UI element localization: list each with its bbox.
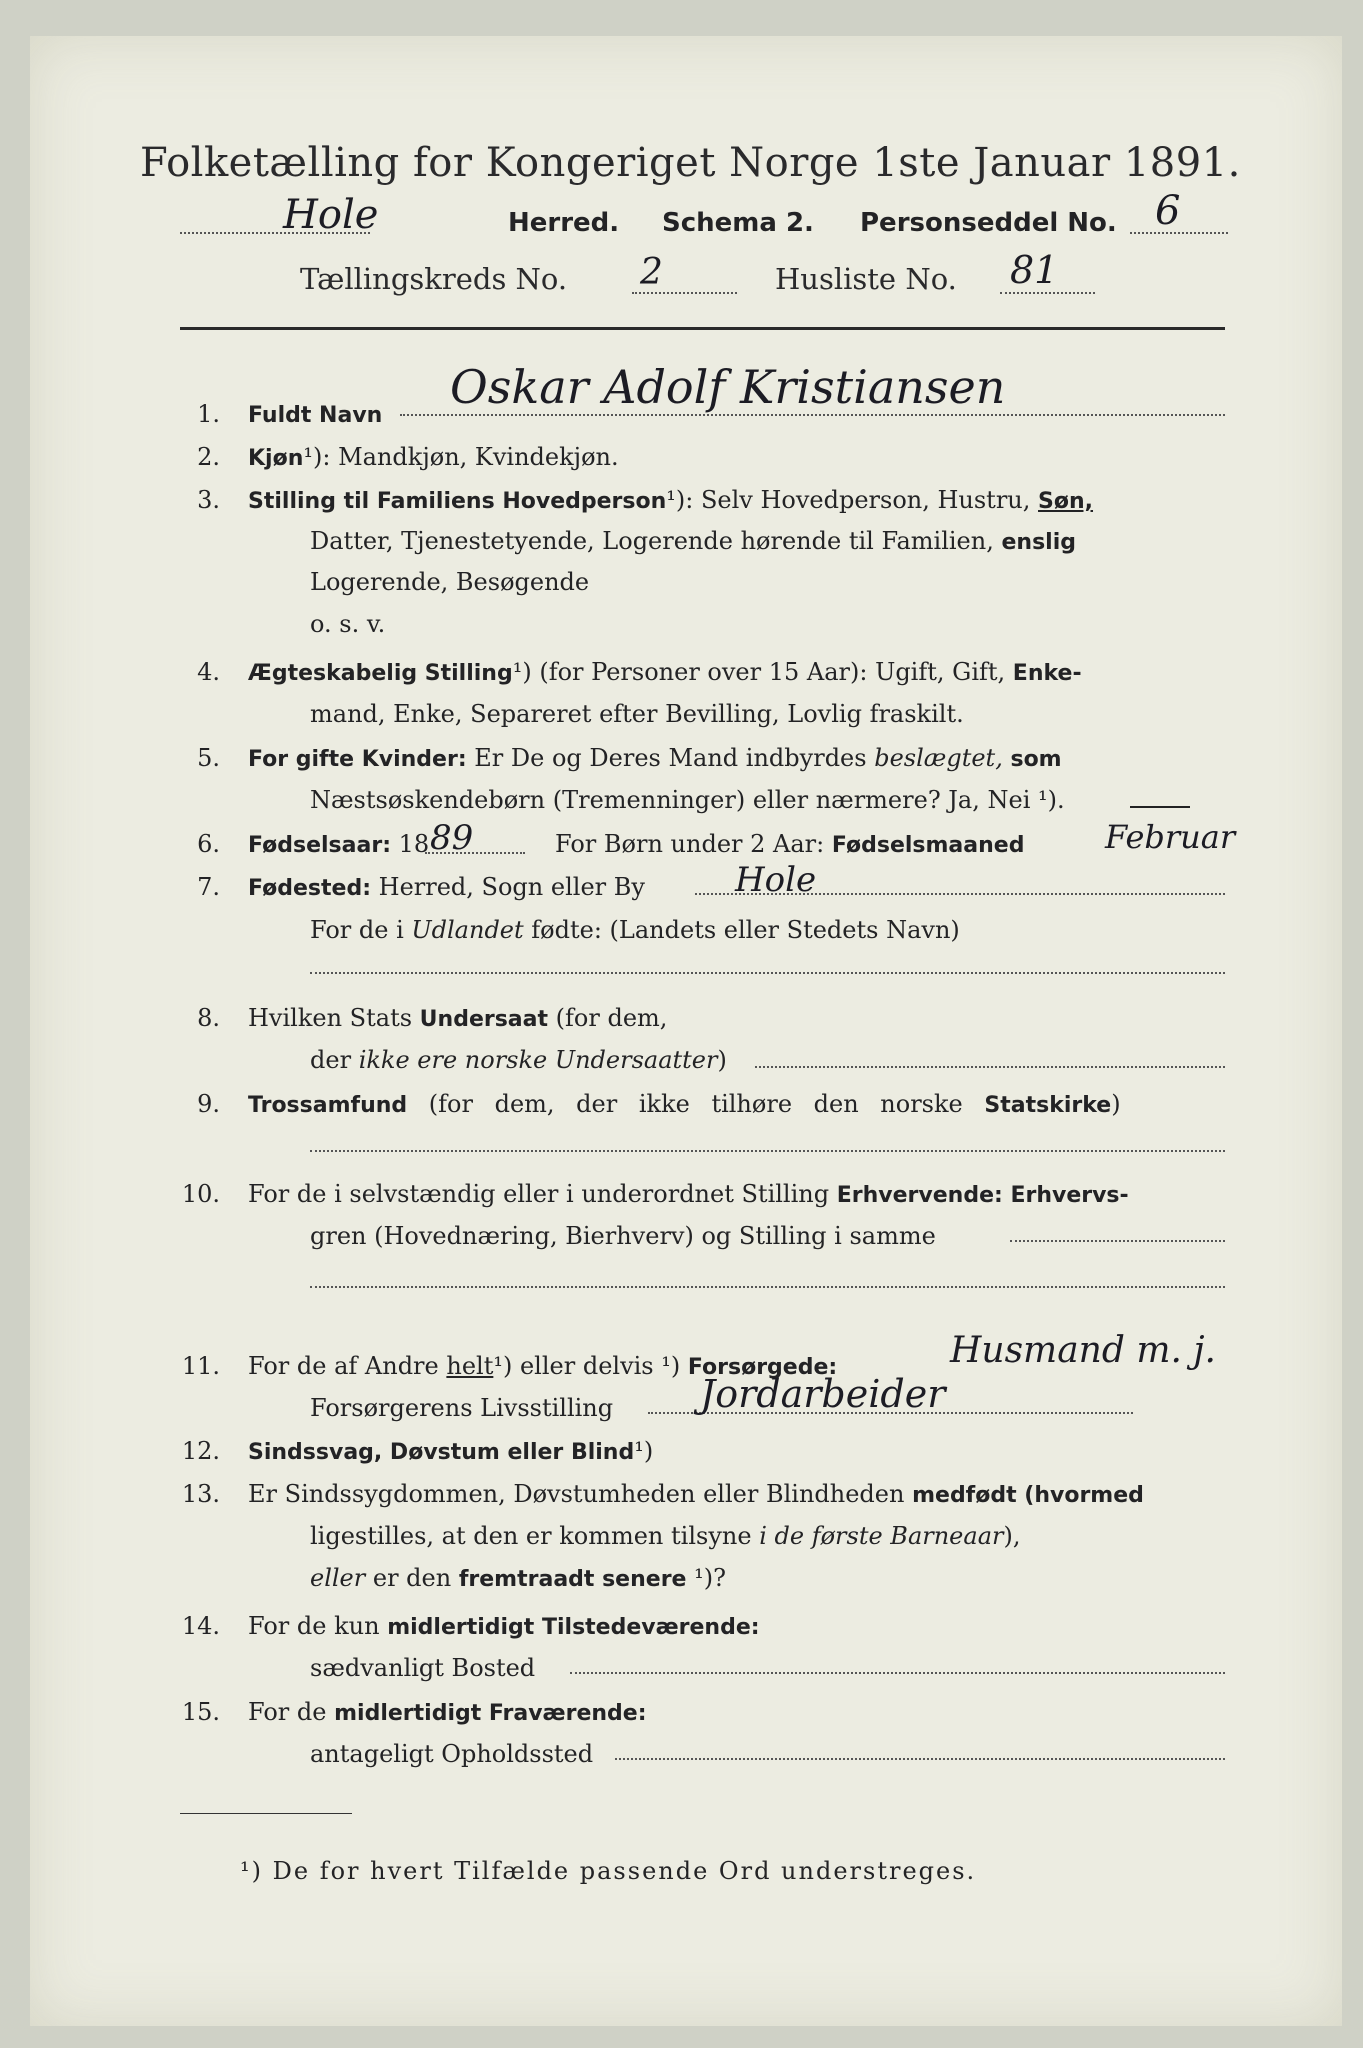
item-13-line2 bbox=[310, 1522, 1020, 1550]
item-10-erhvervs: Erhvervs- bbox=[1010, 1183, 1129, 1208]
item-8-der: der bbox=[310, 1046, 352, 1074]
item-1-text bbox=[248, 400, 382, 428]
item-3-line3: Logerende, Besøgende bbox=[310, 568, 590, 596]
item-3-selected-son: Søn, bbox=[1038, 489, 1094, 514]
item-9-line1 bbox=[248, 1090, 1121, 1118]
item-1-line bbox=[400, 414, 1225, 416]
footnote: ¹) De for hvert Tilfælde passende Ord understreges. bbox=[240, 1857, 977, 1885]
item-5-number: 5. bbox=[197, 744, 220, 772]
item-12-label: Sindssvag, Døvstum eller Blind bbox=[248, 1440, 635, 1465]
birth-year-value: 89 bbox=[430, 818, 474, 858]
item-13-text: Er Sindssygdommen, Døvstumheden eller Blindheden bbox=[248, 1480, 905, 1508]
item-10-line2-dots bbox=[310, 1286, 1225, 1288]
item-4-number: 4. bbox=[197, 658, 220, 686]
item-3-label: Stilling til Familiens Hovedperson bbox=[248, 489, 667, 514]
item-5-label: For gifte Kvinder: bbox=[248, 747, 467, 772]
item-3-enslig: enslig bbox=[1001, 530, 1077, 555]
item-13-line1 bbox=[248, 1480, 1144, 1508]
item-2-options: ¹): Mandkjøn, Kvindekjøn. bbox=[303, 443, 619, 471]
item-11-text2: ¹) eller delvis ¹) bbox=[493, 1352, 681, 1380]
item-13-line2a: ligestilles, at den er kommen tilsyne bbox=[310, 1522, 752, 1550]
herred-handwritten: Hole bbox=[283, 192, 379, 238]
item-7-number: 7. bbox=[197, 873, 220, 901]
item-11-line2: Forsørgerens Livsstilling bbox=[310, 1394, 614, 1422]
item-3-options-2: Datter, Tjenestetyende, Logerende hørende til Familien, bbox=[310, 527, 994, 555]
item-8-text2: (for dem, bbox=[555, 1004, 668, 1032]
item-7-label: Fødested: bbox=[248, 876, 371, 901]
item-14-line2: sædvanligt Bosted bbox=[310, 1654, 536, 1682]
item-6-number: 6. bbox=[197, 830, 220, 858]
item-15-line bbox=[615, 1758, 1225, 1760]
item-15-number: 15. bbox=[181, 1698, 220, 1726]
item-12-footnote-ref: ¹) bbox=[634, 1437, 654, 1465]
item-5-answer-line bbox=[1130, 806, 1190, 808]
item-13-barneaar: i de første Barneaar bbox=[759, 1522, 1004, 1550]
item-9-close: ) bbox=[1111, 1090, 1121, 1118]
item-8-line1 bbox=[248, 1004, 667, 1032]
schema-label: Schema 2. bbox=[662, 208, 814, 238]
item-7-line1 bbox=[248, 873, 645, 901]
item-13-hvormed: (hvormed bbox=[1024, 1483, 1144, 1508]
husliste-value: 81 bbox=[1010, 248, 1059, 292]
item-14-line1 bbox=[248, 1612, 760, 1640]
taellingskreds-value: 2 bbox=[640, 252, 663, 293]
item-11-number: 11. bbox=[181, 1352, 220, 1380]
full-name-value: Oskar Adolf Kristiansen bbox=[450, 360, 1006, 414]
item-13-senere: fremtraadt senere bbox=[458, 1567, 687, 1592]
item-3-line2 bbox=[310, 527, 1076, 555]
item-13-medfodt: medfødt bbox=[912, 1483, 1017, 1508]
item-5-line1 bbox=[248, 744, 1062, 772]
item-3-number: 3. bbox=[197, 486, 220, 514]
item-3-line1 bbox=[248, 486, 1093, 514]
item-8-line2 bbox=[310, 1046, 727, 1074]
item-10-line2: gren (Hovednæring, Bierhverv) og Stilling i samme bbox=[310, 1222, 936, 1250]
item-6-line1 bbox=[248, 830, 429, 858]
item-15-text: For de bbox=[248, 1698, 327, 1726]
item-6-month-label: Fødselsmaaned bbox=[831, 833, 1025, 858]
item-10-label: Erhvervende: bbox=[836, 1183, 1003, 1208]
item-10-number: 10. bbox=[181, 1180, 220, 1208]
item-15-line2: antageligt Opholdssted bbox=[310, 1740, 594, 1768]
item-4-label: Ægteskabelig Stilling bbox=[248, 661, 513, 686]
form-title: Folketælling for Kongeriget Norge 1ste Januar 1891. bbox=[140, 140, 1241, 186]
item-9-statskirke: Statskirke bbox=[984, 1093, 1112, 1118]
item-14-line bbox=[570, 1672, 1225, 1674]
taellingskreds-label: Tællingskreds No. bbox=[300, 262, 568, 296]
birth-month-value: Februar bbox=[1105, 818, 1236, 856]
item-8-close: ) bbox=[717, 1046, 727, 1074]
item-13-line2b: ), bbox=[1003, 1522, 1021, 1550]
item-6-century: 18 bbox=[398, 830, 430, 858]
item-8-number: 8. bbox=[197, 1004, 220, 1032]
item-13-number: 13. bbox=[181, 1480, 220, 1508]
item-9-label: Trossamfund bbox=[248, 1093, 408, 1118]
item-12-number: 12. bbox=[181, 1437, 220, 1465]
item-11-label: Forsørgede: bbox=[687, 1355, 838, 1380]
item-4-line2: mand, Enke, Separeret efter Bevilling, Lovlig fraskilt. bbox=[310, 700, 964, 728]
personseddel-value: 6 bbox=[1155, 188, 1181, 234]
item-6-under-2: For Børn under 2 Aar: bbox=[555, 830, 825, 858]
item-7-line2 bbox=[310, 916, 960, 944]
item-2-text bbox=[248, 443, 619, 471]
item-14-number: 14. bbox=[181, 1612, 220, 1640]
item-13-line3 bbox=[310, 1564, 726, 1592]
item-7-udlandet: Udlandet bbox=[411, 916, 524, 944]
item-7-text: Herred, Sogn eller By bbox=[378, 873, 645, 901]
item-8-text: Hvilken Stats bbox=[248, 1004, 413, 1032]
item-5-som: som bbox=[1010, 747, 1062, 772]
footnote-divider bbox=[180, 1813, 352, 1814]
item-4-enke: Enke- bbox=[1012, 661, 1082, 686]
item-7-line2b: fødte: (Landets eller Stedets Navn) bbox=[531, 916, 960, 944]
item-2-number: 2. bbox=[197, 443, 220, 471]
item-12-line1 bbox=[248, 1437, 653, 1465]
item-3-options-1: ¹): Selv Hovedperson, Hustru, bbox=[666, 486, 1031, 514]
item-9-number: 9. bbox=[197, 1090, 220, 1118]
item-13-line3b: ¹)? bbox=[694, 1564, 726, 1592]
personseddel-label: Personseddel No. bbox=[860, 208, 1117, 238]
item-6-label: Fødselsaar: bbox=[248, 833, 391, 858]
item-1-number: 1. bbox=[197, 400, 220, 428]
item-10-line bbox=[1010, 1240, 1225, 1242]
item-15-line1 bbox=[248, 1698, 647, 1726]
provider-occupation-value: Jordarbeider bbox=[700, 1372, 946, 1416]
item-9-line bbox=[310, 1150, 1225, 1152]
item-10-text: For de i selvstændig eller i underordnet Stilling bbox=[248, 1180, 830, 1208]
item-14-label: midlertidigt Tilstedeværende: bbox=[387, 1615, 760, 1640]
husliste-dotted-line bbox=[1000, 292, 1095, 294]
item-3-line4: o. s. v. bbox=[310, 610, 386, 638]
birthplace-value: Hole bbox=[735, 860, 817, 900]
item-2-label: Kjøn bbox=[248, 446, 304, 471]
item-15-label: midlertidigt Fraværende: bbox=[334, 1701, 647, 1726]
item-6-line1b bbox=[555, 830, 1024, 858]
item-11-helt: helt bbox=[446, 1352, 494, 1380]
item-8-label: Undersaat bbox=[419, 1007, 549, 1032]
item-11-text: For de af Andre bbox=[248, 1352, 439, 1380]
birth-year-line bbox=[425, 852, 525, 854]
item-10-line1 bbox=[248, 1180, 1129, 1208]
item-14-text: For de kun bbox=[248, 1612, 380, 1640]
item-4-options-1: ¹) (for Personer over 15 Aar): Ugift, Gift, bbox=[512, 658, 1006, 686]
item-5-beslaegtet: beslægtet, bbox=[874, 744, 1003, 772]
item-13-line3a: er den bbox=[372, 1564, 452, 1592]
header-divider bbox=[180, 327, 1225, 330]
item-5-question: Er De og Deres Mand indbyrdes bbox=[474, 744, 867, 772]
item-13-eller: eller bbox=[310, 1564, 366, 1592]
item-1-label: Fuldt Navn bbox=[248, 403, 383, 428]
item-4-line1 bbox=[248, 658, 1082, 686]
item-8-italic: ikke ere norske Undersaatter bbox=[358, 1046, 718, 1074]
item-5-line2: Næstsøskendebørn (Tremenninger) eller nærmere? Ja, Nei ¹). bbox=[310, 786, 1065, 814]
item-8-line bbox=[755, 1066, 1225, 1068]
husliste-label: Husliste No. bbox=[775, 262, 957, 296]
provider-type-value: Husmand m. j. bbox=[950, 1330, 1216, 1371]
item-9-text: (for dem, der ikke tilhøre den norske bbox=[428, 1090, 963, 1118]
herred-label: Herred. bbox=[508, 208, 620, 238]
census-form-sheet bbox=[30, 36, 1342, 2026]
item-7-line2a: For de i bbox=[310, 916, 404, 944]
item-7-foreign-line bbox=[310, 972, 1225, 974]
